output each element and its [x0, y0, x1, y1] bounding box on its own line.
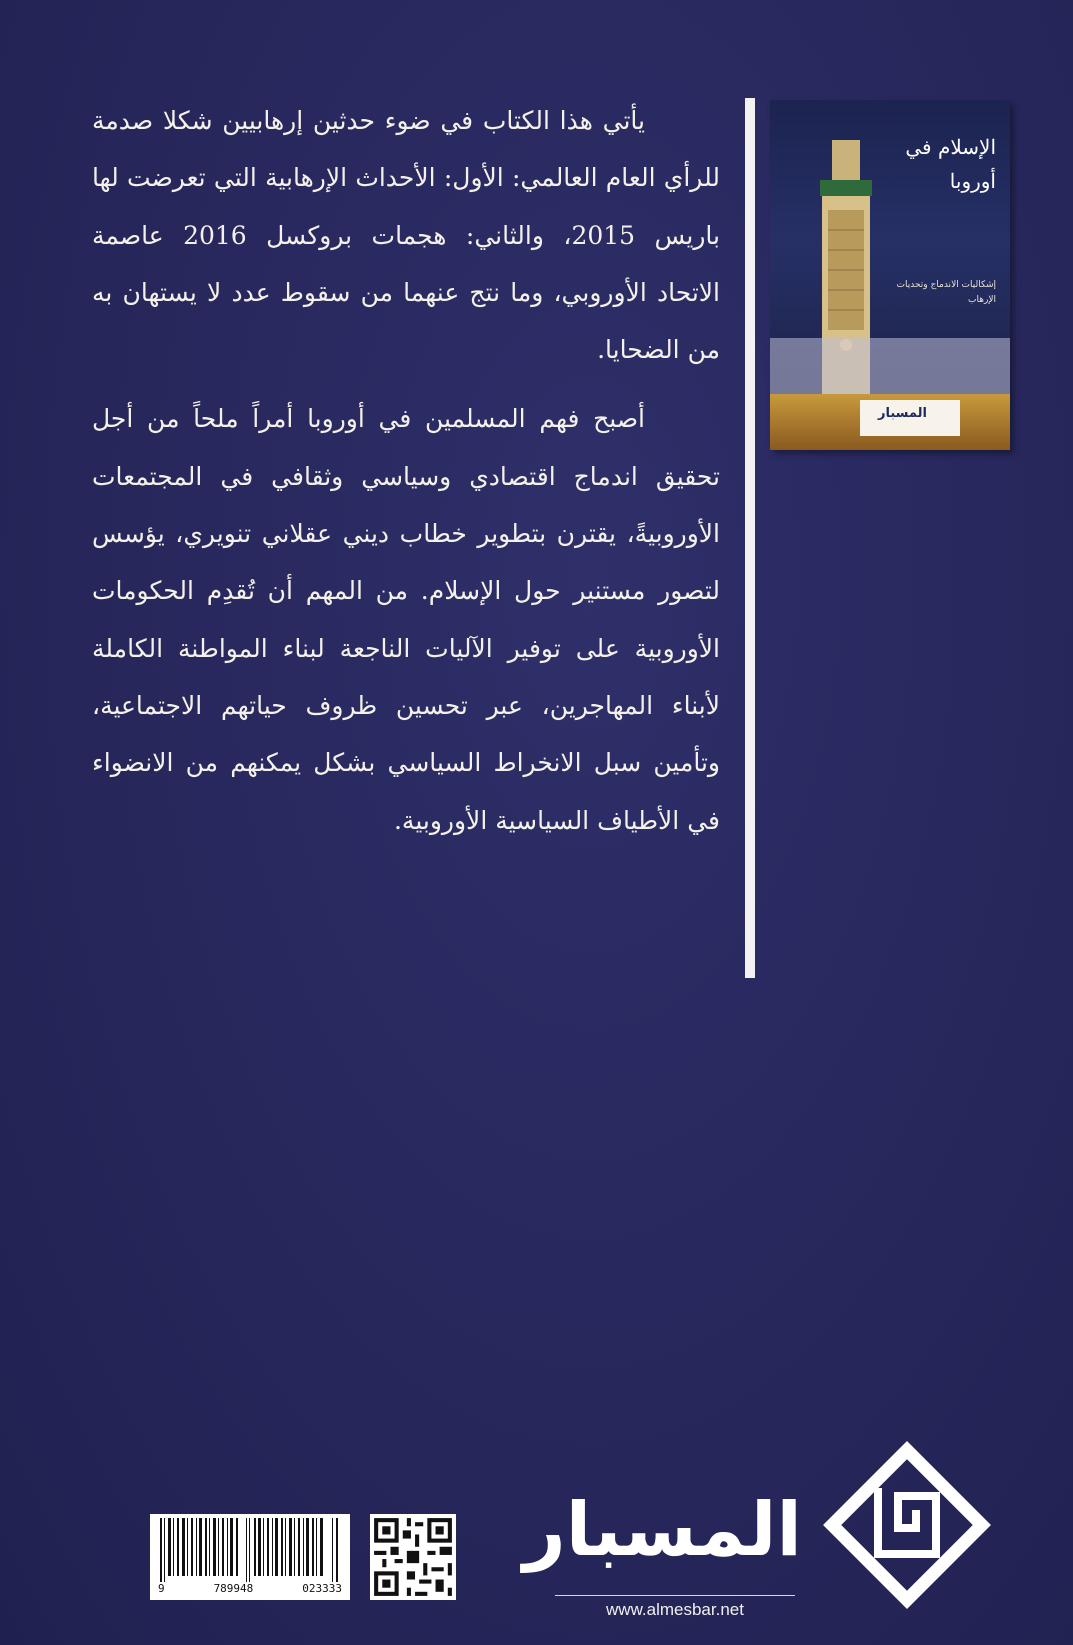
- barcode-digit-group-2: 023333: [302, 1582, 342, 1595]
- publisher-logo-icon: [822, 1440, 992, 1610]
- front-cover-thumbnail: [770, 100, 1010, 450]
- publisher-underline: [555, 1595, 795, 1596]
- publisher-website: www.almesbar.net: [606, 1600, 744, 1619]
- barcode-digit-group-1: 789948: [213, 1582, 254, 1595]
- publisher-wordmark: المسبار: [523, 1487, 802, 1573]
- cover-title: الإسلام في أوروبا: [905, 135, 996, 193]
- barcode-bars: [150, 1514, 350, 1582]
- barcode-digits: [150, 1582, 350, 1595]
- cover-publisher-name: المسبار: [878, 406, 927, 421]
- description-paragraph-1: يأتي هذا الكتاب في ضوء حدثين إرهابيين شكلا صدمة للرأي العام العالمي: الأول: الأحداث الإرهابية التي تعرضت لها باريس 2015، والثاني: هجمات بروكسل 2016 عاصمة الاتحاد الأوروبي، وما نتج عنهما من سقوط عدد لا يستهان به من الضحايا.: [92, 106, 720, 365]
- qr-code: [370, 1514, 456, 1600]
- vertical-divider: [745, 98, 755, 978]
- qr-code-pattern: [370, 1514, 456, 1600]
- cover-authors-band: [770, 338, 1010, 394]
- back-cover-description: [92, 92, 720, 849]
- cover-subtitle: إشكاليات الاندماج وتحديات الإرهاب: [896, 280, 996, 305]
- description-paragraph-2: أصبح فهم المسلمين في أوروبا أمراً ملحاً من أجل تحقيق اندماج اقتصادي وسياسي وثقافي في المجتمعات الأوروبيةً، يقترن بتطوير خطاب ديني عقلاني تنويري، يؤسس لتصور مستنير حول الإسلام. من المهم أن تُقدِم الحكومات الأوروبية على توفير الآليات الناجعة لبناء المواطنة الكاملة لأبناء المهاجرين، عبر تحسين ظروف حياتهم الاجتماعية، وتأمين سبل الانخراط السياسي بشكل يمكنهم من الانضواء في الأطياف السياسية الأوروبية.: [92, 404, 720, 835]
- barcode-digit-prefix: 9: [158, 1582, 165, 1595]
